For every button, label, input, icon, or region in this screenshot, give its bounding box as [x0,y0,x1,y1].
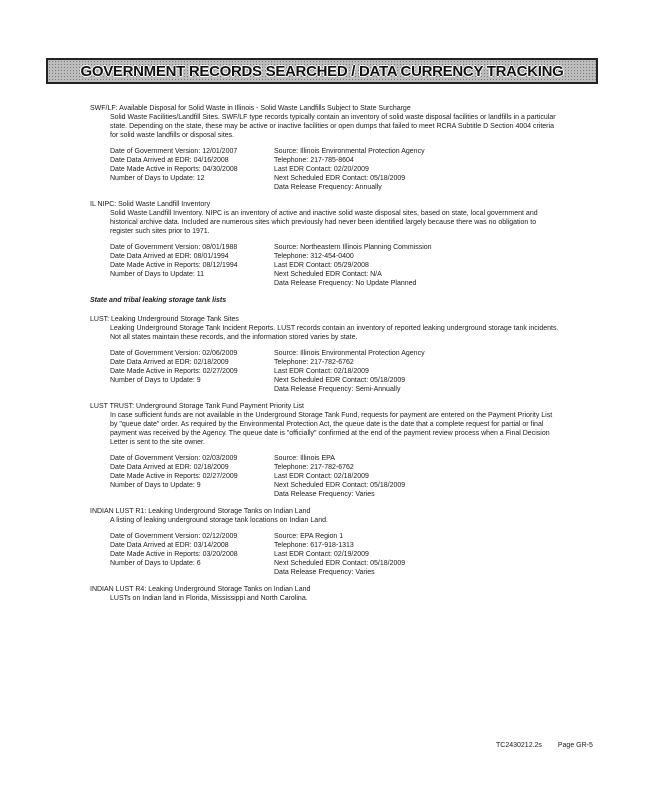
source: Source: Northeastern Illinois Planning Commission [274,244,432,251]
release-frequency: Data Release Frequency: Varies [274,569,375,576]
source: Source: EPA Region 1 [274,533,344,540]
record-lust [90,315,560,394]
record-description: In case sufficient funds are not available in the Underground Storage Tank Fund, requests for payment are entered on the Payment Priority List by "queue date" order. As required by the Environmental Protection Act, the queue date is the date that a complete request for partial or final payment was received by the Agency. The queue date is "officially" confirmed at the end of the payment review process when a Final Decision Letter is sent to the site owner. [110,412,553,446]
records-content [90,104,560,611]
release-frequency: Data Release Frequency: Varies [274,491,375,498]
arrived-date: Date Data Arrived at EDR: 03/14/2008 [110,542,229,549]
days-to-update: Number of Days to Update: 6 [110,560,201,567]
section-title: State and tribal leaking storage tank lists [90,297,227,304]
source: Source: Illinois EPA [274,455,335,462]
last-contact: Last EDR Contact: 02/20/2009 [274,166,369,173]
record-description: Solid Waste Landfill Inventory. NIPC is an inventory of active and inactive solid waste disposal sites, based on state, local government and historical archive data. Included are numerous sites which previously had never been identified largely because there was no obligation to register such sites prior to 1971. [110,210,538,235]
active-date: Date Made Active in Reports: 04/30/2008 [110,166,238,173]
telephone: Telephone: 617-918-1313 [274,542,354,549]
record-heading: INDIAN LUST R1: Leaking Underground Storage Tanks on Indian Land [90,508,311,515]
days-to-update: Number of Days to Update: 11 [110,271,205,278]
days-to-update: Number of Days to Update: 12 [110,175,205,182]
record-description: Leaking Underground Storage Tank Incident Reports. LUST records contain an inventory of reported leaking underground storage tank incidents. Not all states maintain these records, and the information stored varies by state. [110,325,559,341]
gov-version-date: Date of Government Version: 08/01/1988 [110,244,238,251]
arrived-date: Date Data Arrived at EDR: 02/18/2009 [110,359,229,366]
active-date: Date Made Active in Reports: 08/12/1994 [110,262,238,269]
next-contact: Next Scheduled EDR Contact: 05/18/2009 [274,560,406,567]
record-heading: INDIAN LUST R4: Leaking Underground Storage Tanks on Indian Land [90,586,311,593]
gov-version-date: Date of Government Version: 02/06/2009 [110,350,238,357]
gov-version-date: Date of Government Version: 12/01/2007 [110,148,238,155]
banner-title: GOVERNMENT RECORDS SEARCHED / DATA CURRENCY TRACKING [80,62,564,80]
release-frequency: Data Release Frequency: No Update Planned [274,280,417,287]
release-frequency: Data Release Frequency: Semi-Annually [274,386,401,393]
release-frequency: Data Release Frequency: Annually [274,184,382,191]
record-indian-lust-r4 [90,585,560,603]
record-swf-lf [90,104,560,192]
record-description: Solid Waste Facilities/Landfill Sites. SWF/LF type records typically contain an inventory of solid waste disposal facilities or landfills in a particular state. Depending on the state, these may be active or inactive facilities or open dumps that failed to meet RCRA Subtitle D Section 4004 criteria for solid waste landfills or disposal sites. [110,114,556,139]
arrived-date: Date Data Arrived at EDR: 02/18/2009 [110,464,229,471]
telephone: Telephone: 217-785-8604 [274,157,354,164]
record-metadata [90,454,560,499]
next-contact: Next Scheduled EDR Contact: 05/18/2009 [274,482,406,489]
source: Source: Illinois Environmental Protection Agency [274,148,425,155]
arrived-date: Date Data Arrived at EDR: 04/16/2008 [110,157,229,164]
record-description: LUSTs on Indian land in Florida, Mississippi and North Carolina. [110,595,308,602]
active-date: Date Made Active in Reports: 02/27/2009 [110,473,238,480]
telephone: Telephone: 217-782-6762 [274,464,354,471]
telephone: Telephone: 312-454-0400 [274,253,354,260]
record-metadata [90,243,560,288]
record-heading: LUST: Leaking Underground Storage Tank Sites [90,316,239,323]
gov-version-date: Date of Government Version: 02/12/2009 [110,533,238,540]
record-metadata [90,147,560,192]
active-date: Date Made Active in Reports: 03/20/2008 [110,551,238,558]
record-il-nipc [90,200,560,288]
active-date: Date Made Active in Reports: 02/27/2009 [110,368,238,375]
next-contact: Next Scheduled EDR Contact: N/A [274,271,382,278]
page-footer [482,742,593,749]
last-contact: Last EDR Contact: 02/19/2009 [274,551,369,558]
days-to-update: Number of Days to Update: 9 [110,482,201,489]
record-lust-trust [90,402,560,499]
gov-version-date: Date of Government Version: 02/03/2009 [110,455,238,462]
last-contact: Last EDR Contact: 02/18/2009 [274,368,369,375]
last-contact: Last EDR Contact: 05/29/2008 [274,262,369,269]
record-heading: LUST TRUST: Underground Storage Tank Fund Payment Priority List [90,403,304,410]
arrived-date: Date Data Arrived at EDR: 08/01/1994 [110,253,229,260]
section-banner [46,58,598,84]
record-indian-lust-r1 [90,507,560,577]
record-metadata [90,349,560,394]
next-contact: Next Scheduled EDR Contact: 05/18/2009 [274,175,406,182]
record-description: A listing of leaking underground storage tank locations on Indian Land. [110,517,328,524]
source: Source: Illinois Environmental Protection Agency [274,350,425,357]
days-to-update: Number of Days to Update: 9 [110,377,201,384]
next-contact: Next Scheduled EDR Contact: 05/18/2009 [274,377,406,384]
record-heading: IL NIPC: Solid Waste Landfill Inventory [90,201,211,208]
record-heading: SWF/LF: Available Disposal for Solid Waste in Illinois - Solid Waste Landfills Subject to State Surcharge [90,105,411,112]
telephone: Telephone: 217-782-6762 [274,359,354,366]
last-contact: Last EDR Contact: 02/18/2009 [274,473,369,480]
page-number: Page GR-5 [557,742,593,749]
document-id: TC2430212.2s [496,742,542,749]
record-metadata [90,532,560,577]
